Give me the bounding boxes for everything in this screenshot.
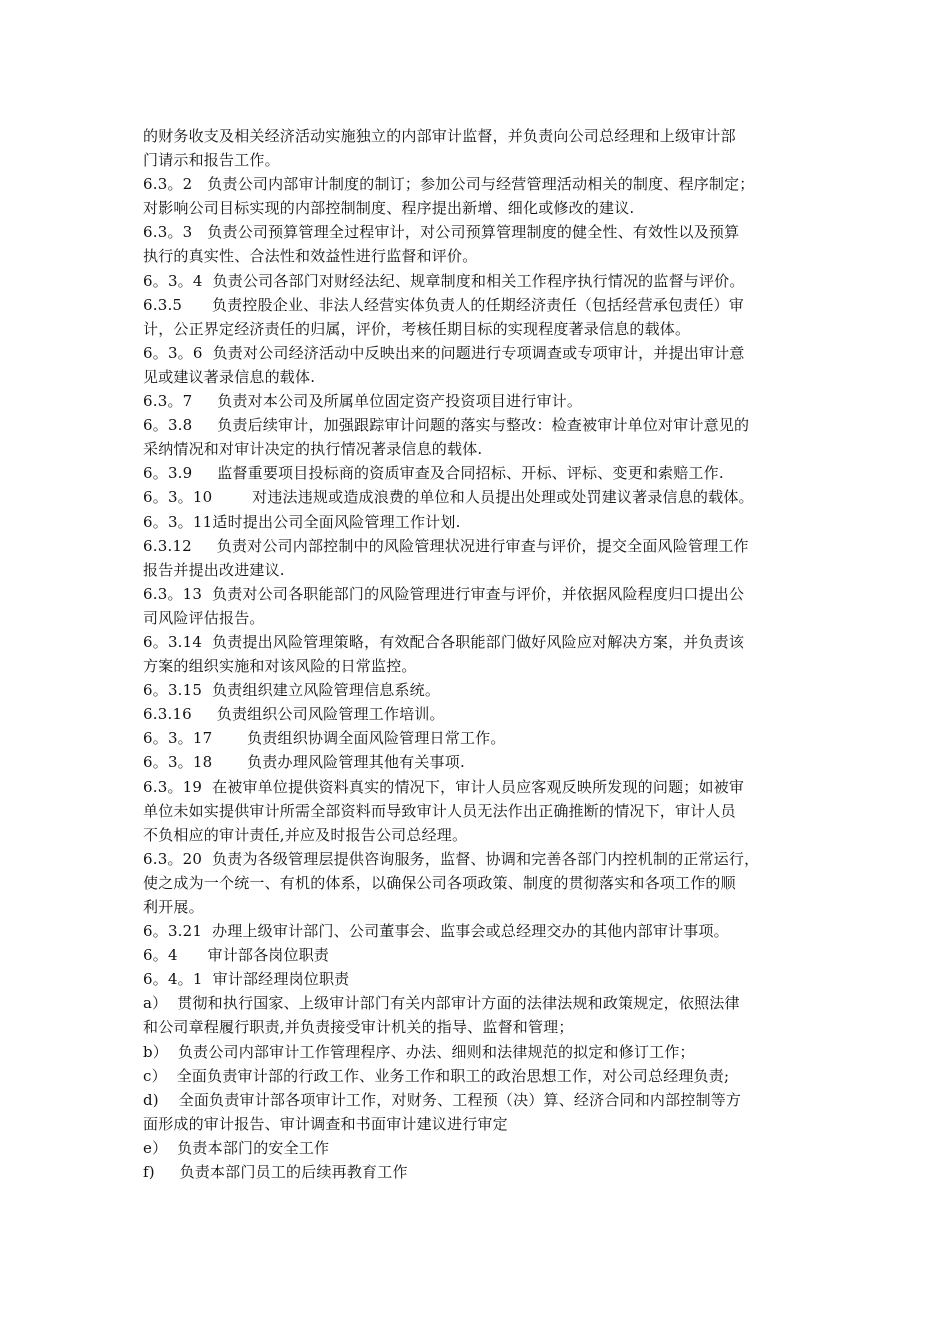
text-line: 方案的组织实施和对该风险的日常监控。: [143, 657, 417, 676]
text-line: 面形成的审计报告、审计调查和书面审计建议进行审定: [143, 1114, 508, 1133]
text-line: 见或建议著录信息的载体.: [143, 367, 316, 386]
text-line: 6。3.15 负责组织建立风险管理信息系统。: [143, 681, 441, 700]
text-line: 6。3.21 办理上级审计部门、公司董事会、监事会或总经理交办的其他内部审计事项。: [143, 922, 729, 941]
text-line: 利开展。: [143, 898, 204, 916]
text-line: 对影响公司目标实现的内部控制制度、程序提出新增、细化或修改的建议.: [143, 199, 635, 218]
text-line: 执行的真实性、合法性和效益性进行监督和评价。: [143, 247, 478, 266]
text-line: 门请示和报告工作。: [143, 151, 280, 170]
text-line: 6.3。13 负责对公司各职能部门的风险管理进行审查与评价，并依据风险程度归口提出公: [143, 584, 745, 603]
text-line: 6.3。19 在被审单位提供资料真实的情况下，审计人员应客观反映所发现的问题；如被审: [143, 777, 745, 796]
text-line: 计，公正界定经济责任的归属，评价，考核任期目标的实现程度著录信息的载体。: [143, 319, 691, 338]
text-line: 6。4。1 审计部经理岗位职责: [143, 970, 350, 989]
text-line: c） 全面负责审计部的行政工作、业务工作和职工的政治思想工作，对公司总经理负责;: [143, 1066, 730, 1085]
text-line: 6.3。7 负责对本公司及所属单位固定资产投资项目进行审计。: [143, 392, 583, 411]
text-line: 6.3.16 负责组织公司风险管理工作培训。: [143, 705, 445, 724]
text-line: d) 全面负责审计部各项审计工作，对财务、工程预（决）算、经济合同和内部控制等方: [143, 1090, 742, 1109]
text-line: 的财务收支及相关经济活动实施独立的内部审计监督，并负责向公司总经理和上级审计部: [143, 127, 736, 145]
text-line: 6.3。20 负责为各级管理层提供咨询服务，监督、协调和完善各部门内控机制的正常运行，: [143, 849, 760, 868]
text-line: 6。3.14 负责提出风险管理策略，有效配合各职能部门做好风险应对解决方案，并负责该: [143, 632, 745, 651]
text-line: 单位未如实提供审计所需全部资料而导致审计人员无法作出正确推断的情况下，审计人员: [143, 801, 736, 820]
text-line: 使之成为一个统一、有机的体系，以确保公司各项政策、制度的贯彻落实和各项工作的顺: [143, 873, 736, 892]
text-line: 6。3。18 负责办理风险管理其他有关事项.: [143, 753, 465, 772]
text-line: 采纳情况和对审计决定的执行情况著录信息的载体.: [143, 440, 483, 459]
text-line: 6.3.5 负责控股企业、非法人经营实体负责人的任期经济责任（包括经营承包责任）审: [143, 295, 744, 314]
text-line: 不负相应的审计责任,并应及时报告公司总经理。: [143, 825, 468, 844]
text-line: 和公司章程履行职责,并负责接受审计机关的指导、监督和管理；: [143, 1018, 574, 1037]
text-line: e） 负责本部门的安全工作: [143, 1138, 330, 1157]
text-line: f) 负责本部门员工的后续再教育工作: [143, 1163, 408, 1182]
text-line: 6。3.8 负责后续审计，加强跟踪审计问题的落实与整改：检查被审计单位对审计意见的: [143, 416, 750, 435]
text-line: 6。3。6 负责对公司经济活动中反映出来的问题进行专项调查或专项审计，并提出审计意: [143, 343, 745, 362]
text-line: 6。3。17 负责组织协调全面风险管理日常工作。: [143, 729, 506, 748]
text-line: 6.3.12 负责对公司内部控制中的风险管理状况进行审查与评价，提交全面风险管理工作: [143, 536, 749, 555]
text-line: 6。3.9 监督重要项目投标商的资质审查及合同招标、开标、评标、变更和索赔工作.: [143, 464, 724, 483]
text-line: b） 负责公司内部审计工作管理程序、办法、细则和法律规范的拟定和修订工作；: [143, 1042, 695, 1061]
text-line: 6.3。2 负责公司内部审计制度的制订；参加公司与经营管理活动相关的制度、程序制定；: [143, 175, 755, 194]
text-line: 6。3。11适时提出公司全面风险管理工作计划.: [143, 512, 461, 531]
text-line: 6.3。3 负责公司预算管理全过程审计，对公司预算管理制度的健全性、有效性以及预算: [143, 223, 740, 242]
text-line: 6。3。10 对违法违规或造成浪费的单位和人员提出处理或处罚建议著录信息的载体。: [143, 488, 754, 507]
text-line: 6。4 审计部各岗位职责: [143, 946, 330, 965]
text-line: a） 贯彻和执行国家、上级审计部门有关内部审计方面的法律法规和政策规定，依照法律: [143, 994, 740, 1013]
text-line: 司风险评估报告。: [143, 608, 265, 627]
text-line: 报告并提出改进建议.: [143, 560, 285, 579]
text-line: 6。3。4 负责公司各部门对财经法纪、规章制度和相关工作程序执行情况的监督与评价。: [143, 271, 745, 290]
document-body: [143, 124, 823, 1184]
